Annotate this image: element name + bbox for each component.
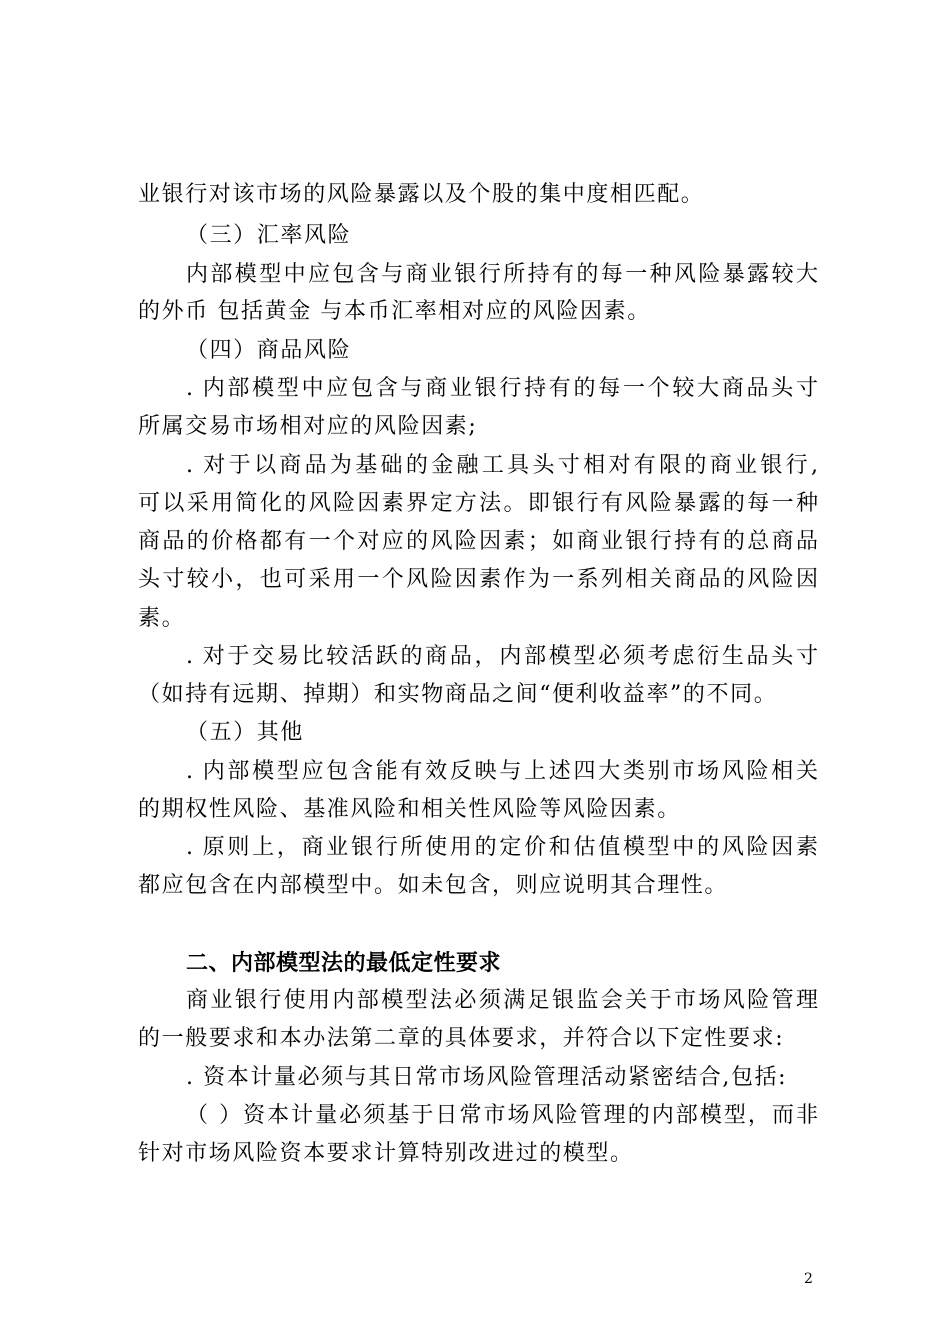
section-heading-other: （五）其他 xyxy=(186,720,305,745)
paragraph-line: （ ）资本计量必须基于日常市场风险管理的内部模型，而非 xyxy=(186,1103,818,1128)
paragraph-line: （如持有远期、掉期）和实物商品之间“便利收益率”的不同。 xyxy=(138,682,778,707)
paragraph-line: 的一般要求和本办法第二章的具体要求，并符合以下定性要求: xyxy=(138,1026,785,1051)
paragraph-line: 业银行对该市场的风险暴露以及个股的集中度相匹配。 xyxy=(138,182,705,207)
paragraph-line: 素。 xyxy=(138,606,186,631)
paragraph-line: . 原则上，商业银行所使用的定价和估值模型中的风险因素 xyxy=(186,835,818,860)
paragraph-line: 都应包含在内部模型中。如未包含，则应说明其合理性。 xyxy=(138,873,729,898)
section-heading-qualitative-requirements: 二、内部模型法的最低定性要求 xyxy=(186,950,502,976)
paragraph-line: . 对于以商品为基础的金融工具头寸相对有限的商业银行, xyxy=(186,453,818,478)
paragraph-line: 的外币 包括黄金 与本币汇率相对应的风险因素。 xyxy=(138,299,651,324)
section-heading-exchange-rate-risk: （三）汇率风险 xyxy=(186,223,352,248)
paragraph-line: 的期权性风险、基准风险和相关性风险等风险因素。 xyxy=(138,797,681,822)
paragraph-line: 针对市场风险资本要求计算特别改进过的模型。 xyxy=(138,1141,634,1166)
paragraph-line: . 对于交易比较活跃的商品，内部模型必须考虑衍生品头寸 xyxy=(186,644,818,669)
paragraph-line: . 内部模型应包含能有效反映与上述四大类别市场风险相关 xyxy=(186,759,818,784)
paragraph-line: . 内部模型中应包含与商业银行持有的每一个较大商品头寸 xyxy=(186,376,818,401)
paragraph-line: 可以采用简化的风险因素界定方法。即银行有风险暴露的每一种 xyxy=(138,491,818,516)
paragraph-line: 商业银行使用内部模型法必须满足银监会关于市场风险管理 xyxy=(186,988,818,1013)
section-heading-commodity-risk: （四）商品风险 xyxy=(186,338,352,363)
paragraph-line: 内部模型中应包含与商业银行所持有的每一种风险暴露较大 xyxy=(186,262,818,287)
page-number: 2 xyxy=(804,1271,813,1287)
paragraph-line: . 资本计量必须与其日常市场风险管理活动紧密结合,包括: xyxy=(186,1065,788,1090)
paragraph-line: 头寸较小，也可采用一个风险因素作为一系列相关商品的风险因 xyxy=(138,567,818,592)
paragraph-line: 商品的价格都有一个对应的风险因素；如商业银行持有的总商品 xyxy=(138,529,818,554)
paragraph-line: 所属交易市场相对应的风险因素; xyxy=(138,414,478,439)
